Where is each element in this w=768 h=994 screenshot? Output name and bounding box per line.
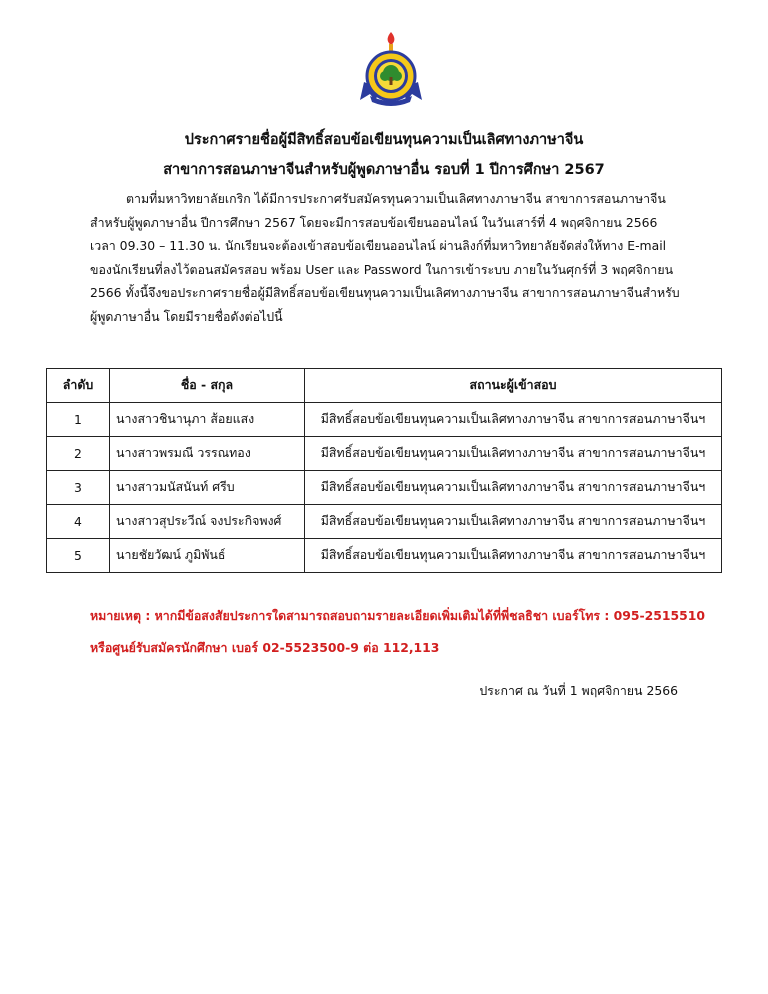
row-number: 1 bbox=[47, 403, 110, 437]
row-status: มีสิทธิ์สอบข้อเขียนทุนความเป็นเลิศทางภาษาจีน สาขาการสอนภาษาจีนฯ bbox=[305, 437, 722, 471]
column-header-order: ลำดับ bbox=[47, 369, 110, 403]
note-contact: หมายเหตุ : หากมีข้อสงสัยประการใดสามารถสอบถามรายละเอียดเพิ่มเติมได้ที่พี่ชลธิชา เบอร์โทร : 095-2515510 bbox=[90, 608, 706, 623]
row-name: นางสาวมนัสนันท์ ศรีบ bbox=[110, 471, 305, 505]
table-row bbox=[47, 403, 722, 437]
row-status: มีสิทธิ์สอบข้อเขียนทุนความเป็นเลิศทางภาษาจีน สาขาการสอนภาษาจีนฯ bbox=[305, 471, 722, 505]
body-line: เวลา 09.30 – 11.30 น. นักเรียนจะต้องเข้าสอบข้อเขียนออนไลน์ ผ่านลิงก์ที่มหาวิทยาลัยจัดส่งให้ทาง E-mail bbox=[90, 238, 667, 254]
row-number: 2 bbox=[47, 437, 110, 471]
table-row bbox=[47, 437, 722, 471]
table-header-row bbox=[47, 369, 722, 403]
university-seal-icon bbox=[358, 30, 424, 110]
row-name: นายชัยวัฒน์ ภูมิพันธ์ bbox=[110, 539, 305, 573]
row-name: นางสาวสุประวีณ์ จงประกิจพงศ์ bbox=[110, 505, 305, 539]
row-name: นางสาวพรมณี วรรณทอง bbox=[110, 437, 305, 471]
column-header-status: สถานะผู้เข้าสอบ bbox=[305, 369, 722, 403]
row-number: 3 bbox=[47, 471, 110, 505]
table-row bbox=[47, 505, 722, 539]
body-line: สำหรับผู้พูดภาษาอื่น ปีการศึกษา 2567 โดยจะมีการสอบข้อเขียนออนไลน์ ในวันเสาร์ที่ 4 พฤศจิกายน 2566 bbox=[90, 214, 658, 230]
row-number: 5 bbox=[47, 539, 110, 573]
announcement-date: ประกาศ ณ วันที่ 1 พฤศจิกายน 2566 bbox=[479, 683, 678, 698]
body-line: ตามที่มหาวิทยาลัยเกริก ได้มีการประกาศรับสมัครทุนความเป็นเลิศทางภาษาจีน สาขาการสอนภาษาจีน bbox=[126, 191, 666, 206]
note-admission-center: หรือศูนย์รับสมัครนักศึกษา เบอร์ 02-5523500-9 ต่อ 112,113 bbox=[90, 640, 440, 655]
candidate-table bbox=[46, 368, 722, 573]
row-name: นางสาวชินานุภา ส้อยแสง bbox=[110, 403, 305, 437]
column-header-name: ชื่อ - สกุล bbox=[110, 369, 305, 403]
body-line: ผู้พูดภาษาอื่น โดยมีรายชื่อดังต่อไปนี้ bbox=[90, 308, 283, 324]
announcement-subtitle: สาขาการสอนภาษาจีนสำหรับผู้พูดภาษาอื่น รอบที่ 1 ปีการศึกษา 2567 bbox=[163, 162, 605, 178]
row-number: 4 bbox=[47, 505, 110, 539]
body-line: 2566 ทั้งนี้จึงขอประกาศรายชื่อผู้มีสิทธิ์สอบข้อเขียนทุนความเป็นเลิศทางภาษาจีน สาขาการสอนภาษาจีนสำหรับ bbox=[90, 285, 680, 301]
body-line: ของนักเรียนที่ลงไว้ตอนสมัครสอบ พร้อม User และ Password ในการเข้าระบบ ภายในวันศุกร์ที่ 3 พฤศจิกายน bbox=[90, 261, 674, 277]
announcement-body bbox=[90, 187, 680, 329]
row-status: มีสิทธิ์สอบข้อเขียนทุนความเป็นเลิศทางภาษาจีน สาขาการสอนภาษาจีนฯ bbox=[305, 403, 722, 437]
row-status: มีสิทธิ์สอบข้อเขียนทุนความเป็นเลิศทางภาษาจีน สาขาการสอนภาษาจีนฯ bbox=[305, 539, 722, 573]
announcement-title: ประกาศรายชื่อผู้มีสิทธิ์สอบข้อเขียนทุนความเป็นเลิศทางภาษาจีน bbox=[184, 132, 584, 148]
table-row bbox=[47, 471, 722, 505]
row-status: มีสิทธิ์สอบข้อเขียนทุนความเป็นเลิศทางภาษาจีน สาขาการสอนภาษาจีนฯ bbox=[305, 505, 722, 539]
table-row bbox=[47, 539, 722, 573]
